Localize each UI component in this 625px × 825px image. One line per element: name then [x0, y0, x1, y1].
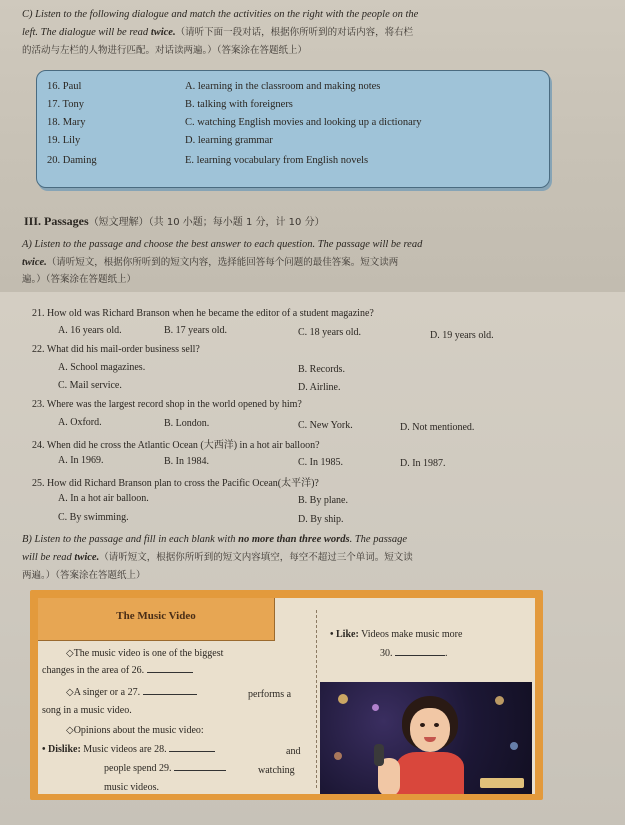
section-b-instruction-line1: B) Listen to the passage and fill in each blank with no more than three words. The passage — [22, 534, 408, 545]
microphone-icon — [374, 744, 384, 766]
matching-row — [37, 155, 549, 173]
matching-person: 19. Lily — [47, 135, 81, 146]
mv-paragraph-2c: song in a music video. — [42, 705, 132, 716]
music-video-divider — [316, 610, 318, 788]
mv-dislike-line3: music videos. — [104, 782, 159, 793]
option[interactable]: C. By swimming. — [58, 512, 129, 523]
option[interactable]: B. London. — [164, 418, 210, 429]
option[interactable]: D. In 1987. — [400, 458, 446, 469]
section-c-instruction-line3: 的活动与左栏的人物进行匹配。对话读两遍。）（答案涂在答题纸上） — [22, 45, 308, 56]
matching-person: 17. Tony — [47, 99, 84, 110]
option[interactable]: A. 16 years old. — [58, 325, 122, 336]
singer-photo — [320, 682, 532, 794]
mv-paragraph-2a: ◇A singer or a 27. — [66, 684, 197, 701]
mv-paragraph-1a: ◇The music video is one of the biggest — [66, 648, 224, 659]
mv-paragraph-1b: changes in the area of 26. — [42, 662, 193, 679]
matching-activity: B. talking with foreigners — [185, 99, 293, 110]
section-a-instruction-line2: twice.（请听短文，根据你所听到的短文内容，选择能回答每个问题的最佳答案。短文读两 — [22, 257, 399, 268]
section-a-instruction-line1: A) Listen to the passage and choose the best answer to each question. The passage will be read — [22, 239, 423, 250]
mv-paragraph-3: ◇Opinions about the music video: — [66, 725, 204, 736]
matching-person: 16. Paul — [47, 81, 82, 92]
matching-row — [37, 135, 549, 153]
option[interactable]: B. By plane. — [298, 495, 348, 506]
singer-dress — [396, 752, 464, 794]
option[interactable]: C. In 1985. — [298, 457, 343, 468]
option[interactable]: D. By ship. — [298, 514, 344, 525]
matching-row — [37, 99, 549, 117]
mv-paragraph-2b: performs a — [248, 689, 292, 700]
option[interactable]: C. Mail service. — [58, 380, 122, 391]
singer-face — [410, 708, 450, 752]
blank-27[interactable] — [143, 684, 197, 695]
option[interactable]: C. 18 years old. — [298, 327, 362, 338]
option[interactable]: A. In a hot air balloon. — [58, 493, 149, 504]
section-iii-heading: III. Passages（短文理解）（共 10 小题；每小题 1 分，计 10 分） — [24, 214, 325, 228]
option[interactable]: D. Not mentioned. — [400, 422, 475, 433]
question-23: 23. Where was the largest record shop in the world opened by him? — [32, 399, 302, 410]
section-b-instruction-line2: will be read twice.（请听短文，根据你所听到的短文内容填空，每空不超过三个单词。短文读 — [22, 552, 413, 563]
matching-activity: C. watching English movies and looking up a dictionary — [185, 117, 422, 128]
section-a-instruction-line3: 遍。）（答案涂在答题纸上） — [22, 274, 137, 285]
question-22: 22. What did his mail-order business sell? — [32, 344, 200, 355]
section-c-instruction-line2: left. The dialogue will be read twice.（请听下面一段对话，根据你所听到的对话内容，将右栏 — [22, 27, 414, 38]
blank-26[interactable] — [147, 662, 193, 673]
matching-row — [37, 117, 549, 135]
matching-person: 18. Mary — [47, 117, 86, 128]
blank-28[interactable] — [169, 741, 215, 752]
matching-person: 20. Daming — [47, 155, 97, 166]
option[interactable]: D. Airline. — [298, 382, 341, 393]
section-c-instruction-line1: C) Listen to the following dialogue and match the activities on the right with the people on the — [22, 9, 419, 20]
option[interactable]: A. School magazines. — [58, 362, 146, 373]
option[interactable]: A. In 1969. — [58, 455, 104, 466]
option[interactable]: A. Oxford. — [58, 417, 102, 428]
question-21: 21. How old was Richard Branson when he became the editor of a student magazine? — [32, 308, 374, 319]
option[interactable]: B. In 1984. — [164, 456, 209, 467]
blank-29[interactable] — [174, 760, 226, 771]
mv-dislike-watching: watching — [258, 765, 295, 776]
option[interactable]: D. 19 years old. — [430, 330, 494, 341]
question-24: 24. When did he cross the Atlantic Ocean (大西洋) in a hot air balloon? — [32, 440, 320, 451]
mv-like-line2: 30. . — [380, 645, 448, 662]
question-25: 25. How did Richard Branson plan to cross the Pacific Ocean(太平洋)? — [32, 478, 319, 489]
mv-like-line1: • Like: Videos make music more — [330, 629, 463, 640]
section-b-instruction-line3: 两遍。）（答案涂在答题纸上） — [22, 570, 146, 581]
music-video-title: The Music Video — [116, 610, 196, 622]
mv-dislike-and: and — [286, 746, 301, 757]
option[interactable]: B. Records. — [298, 364, 345, 375]
option[interactable]: C. New York. — [298, 420, 353, 431]
blank-30[interactable] — [395, 645, 445, 656]
matching-row — [37, 81, 549, 99]
mv-dislike-line2: people spend 29. — [104, 760, 226, 777]
matching-activity: D. learning grammar — [185, 135, 273, 146]
matching-activity: A. learning in the classroom and making notes — [185, 81, 381, 92]
mv-dislike-line1: • Dislike: Music videos are 28. — [42, 741, 215, 758]
option[interactable]: B. 17 years old. — [164, 325, 228, 336]
matching-activity: E. learning vocabulary from English novels — [185, 155, 369, 166]
matching-box — [36, 70, 550, 188]
